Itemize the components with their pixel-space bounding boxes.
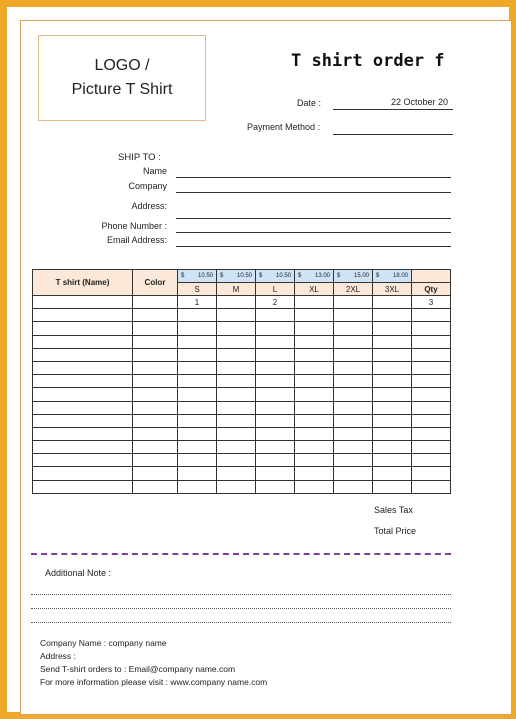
cell-m[interactable] xyxy=(217,309,256,322)
cell-qty[interactable] xyxy=(412,335,451,348)
price-amount: 10.50 xyxy=(197,273,213,279)
cell-m[interactable] xyxy=(217,335,256,348)
table-row xyxy=(33,414,451,427)
order-form-sheet xyxy=(20,20,512,715)
price-s xyxy=(178,270,217,283)
cell-s[interactable] xyxy=(178,322,217,335)
total-price-label: Total Price xyxy=(374,526,417,536)
cell-qty[interactable] xyxy=(412,388,451,401)
cell-name[interactable] xyxy=(33,467,133,480)
table-row xyxy=(33,361,451,374)
cell-name[interactable] xyxy=(33,427,133,440)
price-currency: $ xyxy=(181,273,185,279)
footer-send: Send T-shirt orders to : Email@company name.com xyxy=(40,664,236,674)
cell-2xl[interactable] xyxy=(334,296,373,309)
ship-company-label: Company xyxy=(128,181,167,191)
cell-s[interactable] xyxy=(178,375,217,388)
cell-m[interactable] xyxy=(217,441,256,454)
cell-xl[interactable] xyxy=(295,296,334,309)
cell-color[interactable] xyxy=(133,441,178,454)
cell-3xl[interactable] xyxy=(373,348,412,361)
footer-company: Company Name : company name xyxy=(40,638,167,648)
cell-qty[interactable]: 3 xyxy=(412,296,451,309)
cell-qty[interactable] xyxy=(412,401,451,414)
cell-2xl[interactable] xyxy=(334,375,373,388)
cell-name[interactable] xyxy=(33,309,133,322)
cell-2xl[interactable] xyxy=(334,467,373,480)
cell-3xl[interactable] xyxy=(373,480,412,493)
cell-qty[interactable] xyxy=(412,348,451,361)
cell-name[interactable] xyxy=(33,454,133,467)
logo-placeholder xyxy=(38,35,206,121)
cell-m[interactable] xyxy=(217,480,256,493)
cell-name[interactable] xyxy=(33,348,133,361)
price-3xl xyxy=(373,270,412,283)
cell-name[interactable] xyxy=(33,375,133,388)
section-divider xyxy=(31,553,451,555)
cell-name[interactable] xyxy=(33,388,133,401)
cell-m[interactable] xyxy=(217,361,256,374)
cell-xl[interactable] xyxy=(295,467,334,480)
cell-s[interactable] xyxy=(178,480,217,493)
table-row xyxy=(33,388,451,401)
cell-l[interactable] xyxy=(256,322,295,335)
cell-2xl[interactable] xyxy=(334,427,373,440)
cell-3xl[interactable] xyxy=(373,414,412,427)
col-header-color: Color xyxy=(133,270,178,296)
cell-qty[interactable] xyxy=(412,322,451,335)
cell-color[interactable] xyxy=(133,348,178,361)
table-row xyxy=(33,401,451,414)
price-qty-blank xyxy=(412,270,451,283)
cell-m[interactable] xyxy=(217,427,256,440)
cell-color[interactable] xyxy=(133,309,178,322)
cell-color[interactable] xyxy=(133,322,178,335)
order-table xyxy=(32,269,451,494)
cell-qty[interactable] xyxy=(412,427,451,440)
ship-phone-field[interactable] xyxy=(176,232,451,233)
cell-3xl[interactable] xyxy=(373,375,412,388)
table-row xyxy=(33,375,451,388)
table-row xyxy=(33,335,451,348)
ship-to-heading: SHIP TO : xyxy=(118,152,161,163)
cell-color[interactable] xyxy=(133,480,178,493)
cell-xl[interactable] xyxy=(295,322,334,335)
cell-color[interactable] xyxy=(133,467,178,480)
cell-xl[interactable] xyxy=(295,427,334,440)
cell-color[interactable] xyxy=(133,296,178,309)
cell-s[interactable] xyxy=(178,401,217,414)
cell-l[interactable] xyxy=(256,309,295,322)
cell-xl[interactable] xyxy=(295,335,334,348)
price-currency: $ xyxy=(376,273,380,279)
logo-line-2: Picture T Shirt xyxy=(71,81,173,98)
cell-xl[interactable] xyxy=(295,480,334,493)
cell-3xl[interactable] xyxy=(373,322,412,335)
cell-m[interactable] xyxy=(217,322,256,335)
cell-s[interactable] xyxy=(178,467,217,480)
ship-address-label: Address: xyxy=(131,201,167,211)
price-amount: 13.00 xyxy=(314,273,330,279)
cell-s[interactable] xyxy=(178,335,217,348)
ship-phone-label: Phone Number : xyxy=(101,221,167,231)
cell-l[interactable] xyxy=(256,361,295,374)
price-2xl xyxy=(334,270,373,283)
cell-qty[interactable] xyxy=(412,414,451,427)
cell-color[interactable] xyxy=(133,335,178,348)
cell-l[interactable] xyxy=(256,414,295,427)
cell-xl[interactable] xyxy=(295,414,334,427)
size-header-m: M xyxy=(217,283,256,296)
cell-l[interactable] xyxy=(256,348,295,361)
cell-m[interactable] xyxy=(217,467,256,480)
note-line[interactable] xyxy=(31,622,451,623)
cell-qty[interactable] xyxy=(412,454,451,467)
footer-info: For more information please visit : www.company name.com xyxy=(40,677,268,687)
ship-address-field[interactable] xyxy=(176,218,451,219)
cell-l[interactable] xyxy=(256,454,295,467)
ship-email-field[interactable] xyxy=(176,246,451,247)
cell-m[interactable] xyxy=(217,296,256,309)
sales-tax-label: Sales Tax xyxy=(374,505,413,515)
cell-color[interactable] xyxy=(133,414,178,427)
cell-2xl[interactable] xyxy=(334,388,373,401)
cell-xl[interactable] xyxy=(295,348,334,361)
cell-3xl[interactable] xyxy=(373,388,412,401)
cell-3xl[interactable] xyxy=(373,309,412,322)
date-label: Date : xyxy=(297,98,322,108)
size-header-3xl: 3XL xyxy=(373,283,412,296)
additional-note-label: Additional Note : xyxy=(45,568,112,578)
cell-3xl[interactable] xyxy=(373,361,412,374)
cell-s[interactable] xyxy=(178,309,217,322)
footer-address: Address : xyxy=(40,651,76,661)
cell-3xl[interactable] xyxy=(373,401,412,414)
date-value: 22 October 20 xyxy=(391,97,449,107)
empty-rows xyxy=(33,309,451,494)
cell-s[interactable] xyxy=(178,414,217,427)
price-amount: 10.50 xyxy=(236,273,252,279)
cell-xl[interactable] xyxy=(295,309,334,322)
cell-l[interactable] xyxy=(256,401,295,414)
cell-2xl[interactable] xyxy=(334,348,373,361)
cell-qty[interactable] xyxy=(412,441,451,454)
cell-l[interactable] xyxy=(256,427,295,440)
cell-3xl[interactable] xyxy=(373,441,412,454)
ship-email-label: Email Address: xyxy=(106,235,167,245)
cell-m[interactable] xyxy=(217,388,256,401)
size-header-2xl: 2XL xyxy=(334,283,373,296)
price-currency: $ xyxy=(220,273,224,279)
cell-2xl[interactable] xyxy=(334,401,373,414)
cell-name[interactable] xyxy=(33,480,133,493)
cell-color[interactable] xyxy=(133,427,178,440)
cell-qty[interactable] xyxy=(412,480,451,493)
price-l xyxy=(256,270,295,283)
cell-l[interactable]: 2 xyxy=(256,296,295,309)
cell-m[interactable] xyxy=(217,401,256,414)
price-currency: $ xyxy=(337,273,341,279)
size-header-s: S xyxy=(178,283,217,296)
cell-l[interactable] xyxy=(256,375,295,388)
cell-3xl[interactable] xyxy=(373,467,412,480)
cell-xl[interactable] xyxy=(295,401,334,414)
price-amount: 15.00 xyxy=(353,273,369,279)
table-row xyxy=(33,309,451,322)
price-xl xyxy=(295,270,334,283)
cell-2xl[interactable] xyxy=(334,309,373,322)
cell-color[interactable] xyxy=(133,388,178,401)
ship-name-label: Name xyxy=(142,166,167,176)
cell-qty[interactable] xyxy=(412,375,451,388)
cell-m[interactable] xyxy=(217,375,256,388)
price-amount: 10.50 xyxy=(275,273,291,279)
table-row xyxy=(33,322,451,335)
price-amount: 18.00 xyxy=(392,273,408,279)
cell-color[interactable] xyxy=(133,361,178,374)
cell-name[interactable] xyxy=(33,361,133,374)
cell-2xl[interactable] xyxy=(334,454,373,467)
cell-2xl[interactable] xyxy=(334,480,373,493)
cell-l[interactable] xyxy=(256,480,295,493)
cell-m[interactable] xyxy=(217,414,256,427)
cell-qty[interactable] xyxy=(412,309,451,322)
note-line[interactable] xyxy=(31,594,451,595)
cell-3xl[interactable] xyxy=(373,335,412,348)
note-line[interactable] xyxy=(31,608,451,609)
cell-name[interactable] xyxy=(33,322,133,335)
cell-3xl[interactable] xyxy=(373,454,412,467)
cell-2xl[interactable] xyxy=(334,441,373,454)
cell-2xl[interactable] xyxy=(334,322,373,335)
table-row xyxy=(33,296,451,309)
cell-color[interactable] xyxy=(133,375,178,388)
cell-2xl[interactable] xyxy=(334,414,373,427)
cell-color[interactable] xyxy=(133,401,178,414)
cell-qty[interactable] xyxy=(412,467,451,480)
cell-s[interactable] xyxy=(178,441,217,454)
cell-name[interactable] xyxy=(33,296,133,309)
cell-xl[interactable] xyxy=(295,375,334,388)
cell-name[interactable] xyxy=(33,401,133,414)
cell-3xl[interactable] xyxy=(373,427,412,440)
cell-l[interactable] xyxy=(256,441,295,454)
cell-xl[interactable] xyxy=(295,441,334,454)
form-title: T shirt order f xyxy=(291,51,445,71)
cell-s[interactable] xyxy=(178,427,217,440)
cell-m[interactable] xyxy=(217,348,256,361)
cell-l[interactable] xyxy=(256,388,295,401)
ship-name-field[interactable] xyxy=(176,177,451,178)
table-row xyxy=(33,441,451,454)
cell-color[interactable] xyxy=(133,454,178,467)
cell-2xl[interactable] xyxy=(334,361,373,374)
date-field[interactable] xyxy=(333,109,453,110)
table-row xyxy=(33,480,451,493)
cell-xl[interactable] xyxy=(295,388,334,401)
cell-l[interactable] xyxy=(256,335,295,348)
cell-s[interactable] xyxy=(178,454,217,467)
table-row xyxy=(33,348,451,361)
cell-xl[interactable] xyxy=(295,454,334,467)
logo-line-1: LOGO / xyxy=(94,57,150,74)
cell-s[interactable] xyxy=(178,361,217,374)
qty-header: Qty xyxy=(412,283,451,296)
payment-method-label: Payment Method : xyxy=(247,122,321,132)
price-m xyxy=(217,270,256,283)
col-header-name: T shirt (Name) xyxy=(33,270,133,296)
cell-2xl[interactable] xyxy=(334,335,373,348)
price-currency: $ xyxy=(259,273,263,279)
cell-s[interactable] xyxy=(178,348,217,361)
payment-method-field[interactable] xyxy=(333,134,453,135)
table-row xyxy=(33,427,451,440)
cell-3xl[interactable] xyxy=(373,296,412,309)
cell-qty[interactable] xyxy=(412,361,451,374)
size-header-l: L xyxy=(256,283,295,296)
table-row xyxy=(33,454,451,467)
cell-name[interactable] xyxy=(33,335,133,348)
price-currency: $ xyxy=(298,273,302,279)
cell-s[interactable]: 1 xyxy=(178,296,217,309)
cell-m[interactable] xyxy=(217,454,256,467)
cell-l[interactable] xyxy=(256,467,295,480)
cell-s[interactable] xyxy=(178,388,217,401)
table-row xyxy=(33,467,451,480)
cell-name[interactable] xyxy=(33,441,133,454)
size-header-xl: XL xyxy=(295,283,334,296)
cell-name[interactable] xyxy=(33,414,133,427)
ship-company-field[interactable] xyxy=(176,192,451,193)
cell-xl[interactable] xyxy=(295,361,334,374)
